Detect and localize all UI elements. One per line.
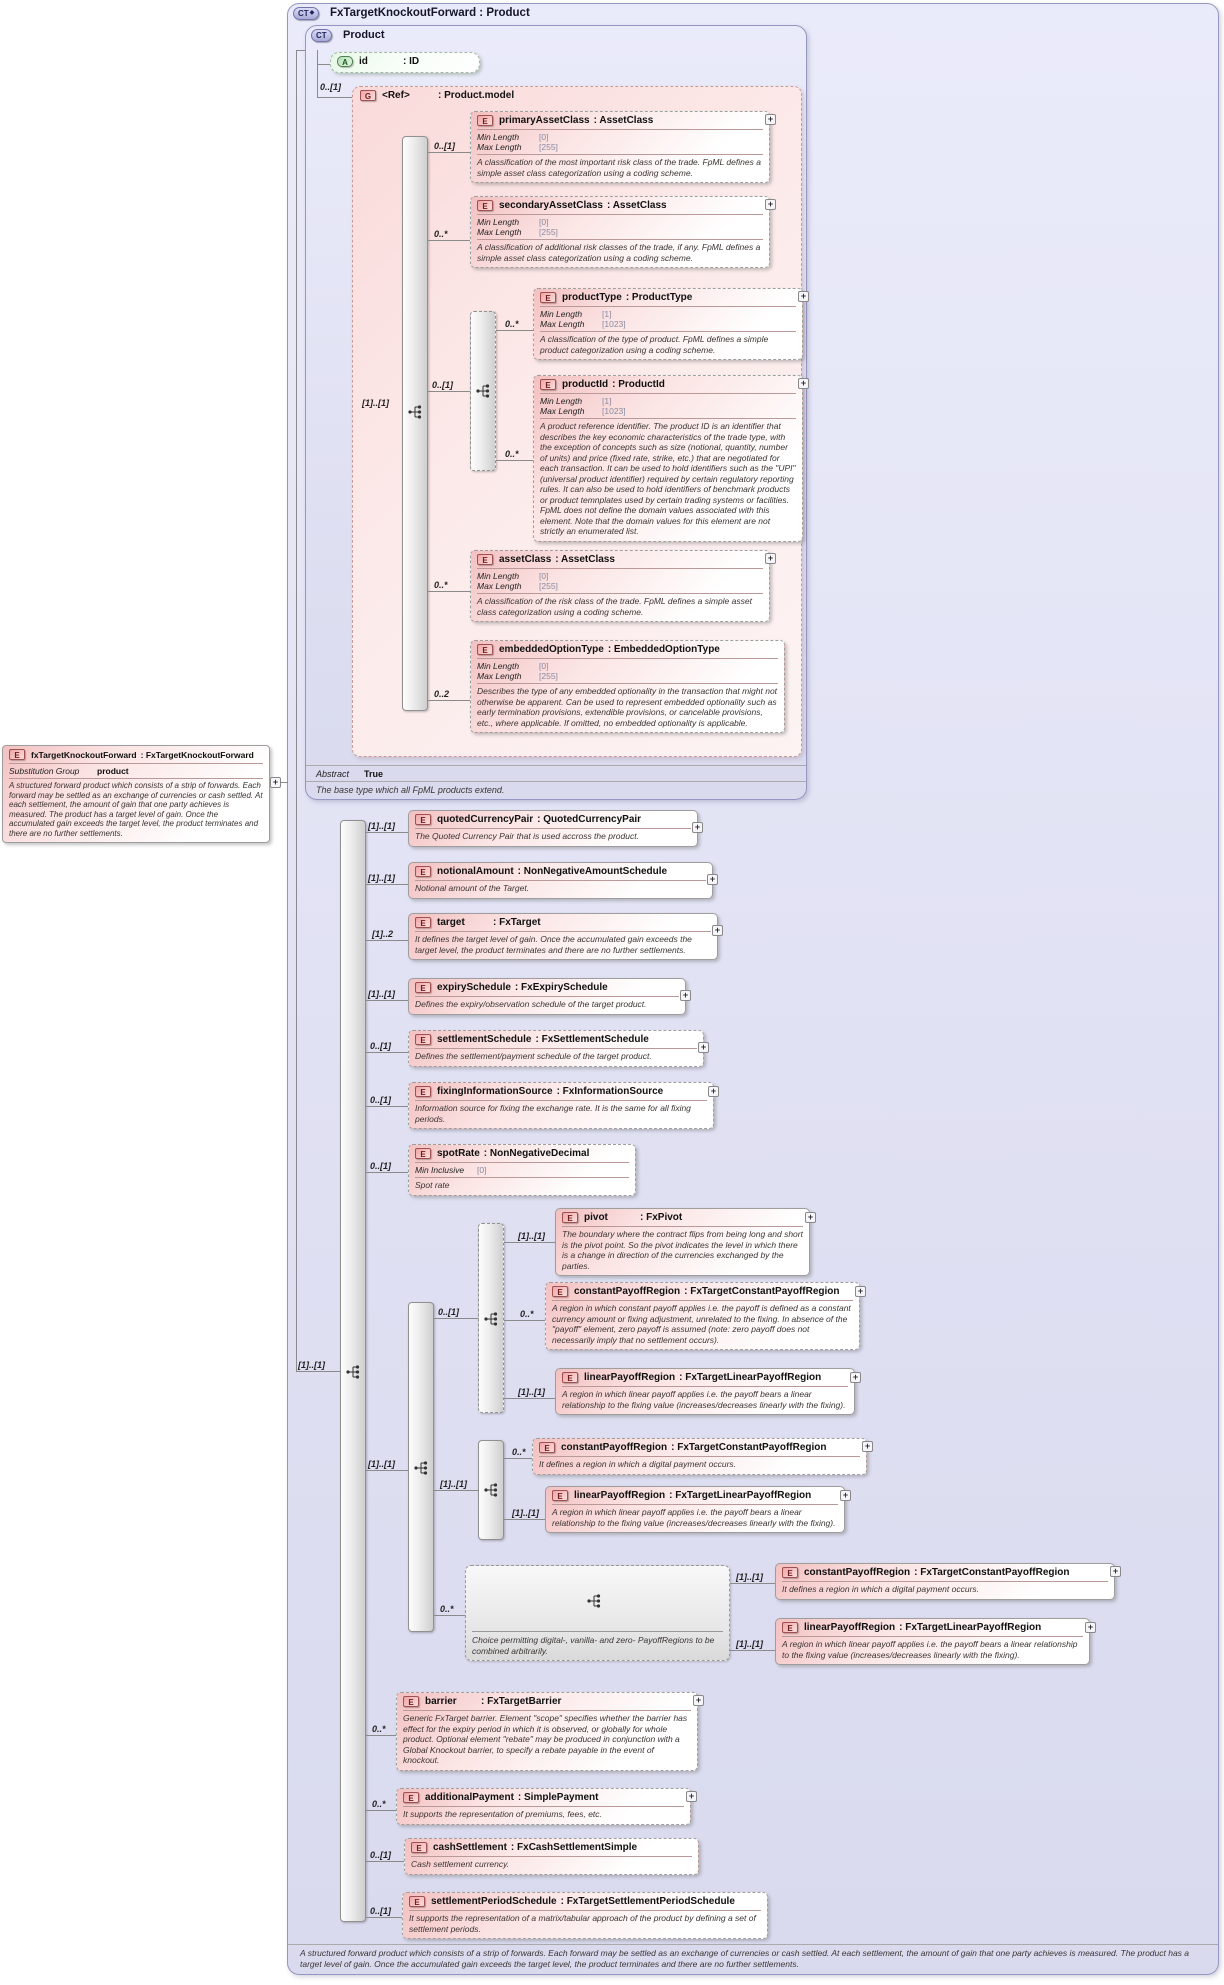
attribute-name: id bbox=[359, 56, 368, 67]
element-type: : FxPivot bbox=[640, 1212, 683, 1223]
element-name: embeddedOptionType bbox=[499, 644, 604, 655]
expand-icon[interactable]: + bbox=[698, 1042, 709, 1053]
element-name: constantPayoffRegion bbox=[804, 1567, 911, 1578]
expand-icon[interactable]: + bbox=[686, 1791, 697, 1802]
element-name: notionalAmount bbox=[437, 866, 514, 877]
element-doc: A structured forward product which consists of a strip of forwards. Each forward may be settled as an exchange of currencies or cash settled. At each settlement, the amount of gain that one party achieves is measured. The product has a target level of gain. Once the accumulated gain exceeds the target level, the product terminates and there are no further settlements. bbox=[9, 778, 263, 838]
expand-icon[interactable]: + bbox=[692, 822, 703, 833]
group-type: : Product.model bbox=[438, 90, 515, 101]
expand-icon[interactable]: + bbox=[270, 777, 281, 788]
element-icon: E bbox=[477, 644, 493, 655]
element-doc: The boundary where the contract flips from being long and short is the pivot point. So the pivot indicates the level in which there is a change in direction of the currencies exchanged by the parties. bbox=[562, 1226, 803, 1271]
element-assetClass[interactable] bbox=[470, 550, 770, 622]
element-doc: Notional amount of the Target. bbox=[415, 880, 706, 894]
cardinality-label: 0..* bbox=[440, 1604, 454, 1614]
element-type: : FxTargetLinearPayoffRegion bbox=[669, 1490, 812, 1501]
cardinality-label: 0..[1] bbox=[370, 1041, 392, 1051]
attribute-type: : ID bbox=[403, 56, 420, 67]
choice-icon bbox=[587, 1593, 601, 1609]
expand-icon[interactable]: + bbox=[765, 199, 776, 210]
connector-line bbox=[366, 1810, 396, 1811]
sequence-icon bbox=[484, 1311, 498, 1327]
element-name: constantPayoffRegion bbox=[561, 1442, 668, 1453]
element-icon: E bbox=[477, 554, 493, 565]
expand-icon[interactable]: + bbox=[707, 874, 718, 885]
element-target[interactable] bbox=[408, 913, 718, 960]
element-doc: Describes the type of any embedded optionality in the transaction that might not otherwise be apparent. Can be used to represent embedded optionality such as early termination provisions, extendible provisions, or cancelable provisions, etc., where applicable. If omitted, no embedded optionality is applicable. bbox=[477, 683, 778, 728]
element-type: : FxTargetConstantPayoffRegion bbox=[684, 1286, 840, 1297]
connector-line bbox=[366, 940, 408, 941]
element-type: : FxTargetKnockoutForward bbox=[140, 749, 254, 760]
facet-list: Min Length [1] Max Length [1023] bbox=[540, 306, 796, 330]
expand-icon[interactable]: + bbox=[798, 291, 809, 302]
element-doc: A region in which linear payoff applies i.e. the payoff bears a linear relationship to the fixing value (increases/decreases linearly with the fixing). bbox=[552, 1504, 838, 1528]
connector-line bbox=[504, 1398, 555, 1399]
element-type: : FxTargetConstantPayoffRegion bbox=[671, 1442, 827, 1453]
facet-list: Min Length [0] Max Length [255] bbox=[477, 214, 763, 238]
cardinality-label: 0..[1] bbox=[438, 1307, 460, 1317]
element-type: : FxSettlementSchedule bbox=[535, 1034, 649, 1045]
element-doc: A product reference identifier. The product ID is an identifier that describes the key economic characteristics of the trade type, with the exception of concepts such as size (notional, quantity, number of units) and price (fixed rate, strike, etc.) that are negotiated for each transaction. It can be used to hold identifiers such as the "UPI" (universal product identifier) required by certain regulatory reporting rules. It can also be used to hold identifiers of benchmark products or product temnplates used by certain trading systems or facilities. FpML does not define the domain values associated with this element. Note that the domain values for this element are not strictly an enumerated list. bbox=[540, 418, 796, 537]
element-name: spotRate bbox=[437, 1148, 480, 1159]
connector-line bbox=[296, 50, 297, 1371]
expand-icon[interactable]: + bbox=[805, 1212, 816, 1223]
cardinality-label: 0..* bbox=[505, 449, 519, 459]
element-icon: E bbox=[552, 1286, 568, 1297]
cardinality-label: 0..[1] bbox=[320, 82, 342, 92]
abstract-value: True bbox=[364, 769, 384, 779]
element-icon: E bbox=[415, 1086, 431, 1097]
element-icon: E bbox=[415, 814, 431, 825]
element-type: : FxInformationSource bbox=[556, 1086, 664, 1097]
cardinality-label: [1]..2 bbox=[372, 929, 394, 939]
facet-list: Min Length [0] Max Length [255] bbox=[477, 658, 778, 682]
cardinality-label: [1]..[1] bbox=[368, 989, 395, 999]
element-type: : FxTargetConstantPayoffRegion bbox=[914, 1567, 1070, 1578]
attribute-icon: A bbox=[337, 56, 353, 67]
expand-icon[interactable]: + bbox=[708, 1086, 719, 1097]
expand-icon[interactable]: + bbox=[1085, 1622, 1096, 1633]
facet-list: Min Inclusive [0] bbox=[415, 1162, 629, 1176]
expand-icon[interactable]: + bbox=[712, 925, 723, 936]
element-name: quotedCurrencyPair bbox=[437, 814, 534, 825]
expand-icon[interactable]: + bbox=[840, 1490, 851, 1501]
element-icon: E bbox=[9, 749, 25, 760]
cardinality-label: [1]..[1] bbox=[362, 398, 389, 408]
element-doc: A classification of the type of product. FpML defines a simple product categorization using a coding scheme. bbox=[540, 331, 796, 355]
element-name: linearPayoffRegion bbox=[584, 1372, 676, 1383]
element-icon: E bbox=[477, 200, 493, 211]
element-doc: Cash settlement currency. bbox=[411, 1856, 692, 1870]
cardinality-label: 0..[1] bbox=[370, 1161, 392, 1171]
element-doc: It supports the representation of a matrix/tabular approach of the product by defining a set of settlement periods. bbox=[409, 1910, 761, 1934]
element-name: primaryAssetClass bbox=[499, 115, 590, 126]
cardinality-label: 0..[1] bbox=[432, 380, 454, 390]
element-icon: E bbox=[415, 1148, 431, 1159]
group-icon: G bbox=[360, 90, 376, 101]
global-element-fxTargetKnockoutForward[interactable] bbox=[2, 745, 270, 843]
expand-icon[interactable]: + bbox=[862, 1441, 873, 1452]
page-title: FxTargetKnockoutForward : Product bbox=[330, 7, 530, 19]
connector-line bbox=[434, 1615, 465, 1616]
cardinality-label: [1]..[1] bbox=[512, 1508, 539, 1518]
element-name: linearPayoffRegion bbox=[804, 1622, 896, 1633]
element-type: : AssetClass bbox=[555, 554, 615, 565]
sequence-icon bbox=[408, 404, 422, 420]
element-type: : NonNegativeAmountSchedule bbox=[517, 866, 668, 877]
complextype-plus-icon bbox=[293, 7, 319, 20]
element-icon: E bbox=[403, 1696, 419, 1707]
element-doc: Spot rate bbox=[415, 1177, 629, 1191]
element-additionalPayment[interactable] bbox=[396, 1788, 691, 1825]
connector-line bbox=[296, 50, 305, 51]
element-name: additionalPayment bbox=[425, 1792, 514, 1803]
element-linearPayoffRegion-2[interactable] bbox=[545, 1486, 845, 1533]
connector-line bbox=[504, 1458, 532, 1459]
element-barrier[interactable] bbox=[396, 1692, 698, 1771]
element-primaryAssetClass[interactable] bbox=[470, 111, 770, 183]
element-settlementSchedule[interactable] bbox=[408, 1030, 704, 1067]
element-icon: E bbox=[552, 1490, 568, 1501]
connector-line bbox=[366, 1172, 408, 1173]
element-name: fixingInformationSource bbox=[437, 1086, 553, 1097]
element-productId[interactable] bbox=[533, 375, 803, 542]
element-linearPayoffRegion-3[interactable] bbox=[775, 1618, 1090, 1665]
divider bbox=[306, 781, 806, 782]
element-name: expirySchedule bbox=[437, 982, 511, 993]
element-cashSettlement[interactable] bbox=[404, 1838, 699, 1875]
element-doc: A region in which linear payoff applies i.e. the payoff bears a linear relationship to the fixing value (increases/decreases linearly with the fixing). bbox=[782, 1636, 1083, 1660]
element-type: : FxExpirySchedule bbox=[514, 982, 608, 993]
element-icon: E bbox=[562, 1372, 578, 1383]
connector-line bbox=[366, 1735, 396, 1736]
cardinality-label: [1]..[1] bbox=[518, 1231, 545, 1241]
element-icon: E bbox=[415, 917, 431, 928]
expand-icon[interactable]: + bbox=[680, 990, 691, 1001]
element-name: constantPayoffRegion bbox=[574, 1286, 681, 1297]
cardinality-label: [1]..[1] bbox=[736, 1572, 763, 1582]
element-linearPayoffRegion-1[interactable] bbox=[555, 1368, 855, 1415]
element-icon: E bbox=[415, 866, 431, 877]
element-icon: E bbox=[540, 379, 556, 390]
cardinality-label: 0..* bbox=[372, 1799, 386, 1809]
ct-icon-label: CT bbox=[316, 31, 327, 40]
element-constantPayoffRegion-3[interactable] bbox=[775, 1563, 1115, 1600]
connector-line bbox=[366, 1917, 402, 1918]
connector-line bbox=[428, 391, 470, 392]
product-title: Product bbox=[343, 29, 385, 41]
connector-line bbox=[366, 1470, 408, 1471]
element-notionalAmount[interactable] bbox=[408, 862, 713, 899]
element-icon: E bbox=[562, 1212, 578, 1223]
connector-line bbox=[428, 240, 470, 241]
element-doc: It defines a region in which a digital payment occurs. bbox=[782, 1581, 1108, 1595]
element-embeddedOptionType[interactable] bbox=[470, 640, 785, 733]
element-doc: A classification of additional risk classes of the trade, if any. FpML defines a simple asset class categorization using a coding scheme. bbox=[477, 239, 763, 263]
element-name: pivot bbox=[584, 1212, 608, 1223]
cardinality-label: 0..* bbox=[434, 229, 448, 239]
connector-line bbox=[366, 1052, 408, 1053]
connector-line bbox=[366, 1861, 404, 1862]
connector-line bbox=[428, 591, 470, 592]
connector-line bbox=[434, 1490, 478, 1491]
cardinality-label: 0..[1] bbox=[370, 1850, 392, 1860]
element-settlementPeriodSchedule[interactable] bbox=[402, 1892, 768, 1939]
connector-line bbox=[504, 1320, 545, 1321]
element-icon: E bbox=[415, 1034, 431, 1045]
element-icon: E bbox=[782, 1622, 798, 1633]
element-fixingInformationSource[interactable] bbox=[408, 1082, 714, 1129]
connector-line bbox=[281, 782, 288, 783]
expand-icon[interactable]: + bbox=[765, 114, 776, 125]
element-secondaryAssetClass[interactable] bbox=[470, 196, 770, 268]
attribute-id[interactable] bbox=[330, 52, 480, 73]
element-name: settlementSchedule bbox=[437, 1034, 532, 1045]
element-pivot[interactable] bbox=[555, 1208, 810, 1276]
facet-list: Min Length [0] Max Length [255] bbox=[477, 129, 763, 153]
connector-line bbox=[366, 832, 408, 833]
connector-line bbox=[504, 1519, 545, 1520]
element-icon: E bbox=[539, 1442, 555, 1453]
element-doc: It defines a region in which a digital payment occurs. bbox=[539, 1456, 860, 1470]
cardinality-label: [1]..[1] bbox=[440, 1479, 467, 1489]
group-name: <Ref> bbox=[382, 90, 410, 101]
element-name: target bbox=[437, 917, 465, 928]
element-icon: E bbox=[477, 115, 493, 126]
connector-line bbox=[296, 1371, 340, 1372]
connector-line bbox=[317, 64, 330, 65]
connector-line bbox=[496, 330, 533, 331]
diamond-icon: ◆ bbox=[309, 10, 315, 16]
element-type: : ProductId bbox=[612, 379, 665, 390]
element-icon: E bbox=[403, 1792, 419, 1803]
element-doc: A region in which constant payoff applies i.e. the payoff is defined as a constant currency amount or fixing adjustment, unrelated to the fixing. In absence of the "payoff" element, zero payoff is assumed (note: zero payoff does not necessarily imply that no settlement occurs). bbox=[552, 1300, 853, 1345]
element-type: : EmbeddedOptionType bbox=[607, 644, 720, 655]
element-type: : FxTargetBarrier bbox=[481, 1696, 562, 1707]
element-type: : AssetClass bbox=[606, 200, 667, 211]
connector-line bbox=[730, 1583, 775, 1584]
element-spotRate[interactable] bbox=[408, 1144, 636, 1196]
element-type: : FxTarget bbox=[493, 917, 541, 928]
connector-line bbox=[366, 884, 408, 885]
divider bbox=[306, 765, 806, 766]
connector-line bbox=[428, 700, 470, 701]
element-type: : AssetClass bbox=[593, 115, 654, 126]
expand-icon[interactable]: + bbox=[693, 1695, 704, 1706]
element-doc: The Quoted Currency Pair that is used accross the product. bbox=[415, 828, 691, 842]
expand-icon[interactable]: + bbox=[1110, 1566, 1121, 1577]
element-name: settlementPeriodSchedule bbox=[431, 1896, 557, 1907]
connector-line bbox=[317, 97, 352, 98]
element-doc: It defines the target level of gain. Once the accumulated gain exceeds the target level, the product terminates and there are no further settlements. bbox=[415, 931, 711, 955]
cardinality-label: [1]..[1] bbox=[736, 1639, 763, 1649]
choice-group-doc: Choice permitting digital-, vanilla- and zero- PayoffRegions to be combined arbitrarily. bbox=[472, 1631, 723, 1656]
connector-line bbox=[496, 460, 533, 461]
element-type: : NonNegativeDecimal bbox=[483, 1148, 590, 1159]
divider bbox=[288, 1944, 1218, 1945]
element-doc: A region in which linear payoff applies i.e. the payoff bears a linear relationship to the fixing value (increases/decreases linearly with the fixing). bbox=[562, 1386, 848, 1410]
element-icon: E bbox=[411, 1842, 427, 1853]
element-name: cashSettlement bbox=[433, 1842, 507, 1853]
cardinality-label: 0..[1] bbox=[370, 1095, 392, 1105]
facet-list: Min Length [0] Max Length [255] bbox=[477, 568, 763, 592]
cardinality-label: [1]..[1] bbox=[368, 821, 395, 831]
element-quotedCurrencyPair[interactable] bbox=[408, 810, 698, 847]
cardinality-label: 0..[1] bbox=[434, 141, 456, 151]
element-doc: A classification of the most important risk class of the trade. FpML defines a simple asset class categorization using a coding scheme. bbox=[477, 154, 763, 178]
cardinality-label: 0..* bbox=[434, 580, 448, 590]
connector-line bbox=[317, 50, 318, 97]
element-type: : QuotedCurrencyPair bbox=[537, 814, 642, 825]
sequence-bar[interactable] bbox=[402, 136, 428, 711]
expand-icon[interactable]: + bbox=[798, 378, 809, 389]
element-doc: Defines the settlement/payment schedule of the target product. bbox=[415, 1048, 697, 1062]
substitution-group-value[interactable]: product bbox=[97, 766, 129, 776]
cardinality-label: 0..* bbox=[520, 1309, 534, 1319]
element-constantPayoffRegion-1[interactable] bbox=[545, 1282, 860, 1350]
element-type: : FxCashSettlementSimple bbox=[510, 1842, 638, 1853]
type-doc-footer: A structured forward product which consists of a strip of forwards. Each forward may be settled as an exchange of currencies or cash settled. At each settlement, the amount of gain that one party achieves is measured. The product has a target level of gain. Once the accumulated gain exceeds the target level, the product terminates and there are no further settlements. bbox=[300, 1948, 1190, 1969]
element-type: : FxTargetLinearPayoffRegion bbox=[899, 1622, 1042, 1633]
element-doc: Information source for fixing the exchange rate. It is the same for all fixing periods. bbox=[415, 1100, 707, 1124]
product-doc: The base type which all FpML products extend. bbox=[316, 785, 505, 795]
element-icon: E bbox=[415, 982, 431, 993]
element-name: assetClass bbox=[499, 554, 552, 565]
element-constantPayoffRegion-2[interactable] bbox=[532, 1438, 867, 1475]
cardinality-label: [1]..[1] bbox=[368, 1459, 395, 1469]
sequence-icon bbox=[346, 1364, 360, 1380]
expand-icon[interactable]: + bbox=[850, 1372, 861, 1383]
ct-icon bbox=[311, 29, 332, 42]
connector-line bbox=[428, 152, 470, 153]
element-expirySchedule[interactable] bbox=[408, 978, 686, 1015]
cardinality-label: [1]..[1] bbox=[368, 873, 395, 883]
choice-icon bbox=[476, 383, 490, 399]
ct-icon: CT bbox=[298, 9, 309, 18]
element-icon: E bbox=[409, 1896, 425, 1907]
cardinality-label: 0..* bbox=[505, 319, 519, 329]
element-type: : ProductType bbox=[625, 292, 693, 303]
abstract-label: Abstract bbox=[316, 769, 350, 779]
group-header[interactable] bbox=[360, 90, 514, 101]
element-type: : SimplePayment bbox=[517, 1792, 599, 1803]
element-doc: Defines the expiry/observation schedule of the target product. bbox=[415, 996, 679, 1010]
connector-line bbox=[504, 1242, 555, 1243]
element-name: fxTargetKnockoutForward bbox=[31, 749, 137, 760]
element-type: : FxTargetLinearPayoffRegion bbox=[679, 1372, 822, 1383]
element-name: linearPayoffRegion bbox=[574, 1490, 666, 1501]
element-name: barrier bbox=[425, 1696, 457, 1707]
element-icon: E bbox=[782, 1567, 798, 1578]
element-doc: It supports the representation of premiums, fees, etc. bbox=[403, 1806, 684, 1820]
substitution-group-row: Substitution Group product bbox=[9, 763, 263, 777]
element-type: : FxTargetSettlementPeriodSchedule bbox=[560, 1896, 735, 1907]
connector-line bbox=[730, 1650, 775, 1651]
cardinality-label: 0..* bbox=[512, 1447, 526, 1457]
sequence-icon bbox=[414, 1460, 428, 1476]
expand-icon[interactable]: + bbox=[855, 1286, 866, 1297]
expand-icon[interactable]: + bbox=[765, 553, 776, 564]
element-icon: E bbox=[540, 292, 556, 303]
cardinality-label: 0..2 bbox=[434, 689, 450, 699]
facet-list: Min Length [1] Max Length [1023] bbox=[540, 393, 796, 417]
element-doc: Generic FxTarget barrier. Element "scope" specifies whether the barrier has effect for the expiry period in which it is observed, or globally for whole product. Optional element "rebate" may be produced in conjunction with a Global Knockout barrier, to specify a rebate payable in the event of knockout. bbox=[403, 1710, 691, 1766]
choice-group-box[interactable] bbox=[465, 1565, 730, 1661]
element-doc: A classification of the risk class of the trade. FpML defines a simple asset class categorization using a coding scheme. bbox=[477, 593, 763, 617]
connector-line bbox=[366, 1106, 408, 1107]
connector-line bbox=[366, 1000, 408, 1001]
cardinality-label: 0..[1] bbox=[370, 1906, 392, 1916]
element-name: productId bbox=[562, 379, 609, 390]
element-name: secondaryAssetClass bbox=[499, 200, 603, 211]
sequence-icon bbox=[484, 1482, 498, 1498]
cardinality-label: [1]..[1] bbox=[518, 1387, 545, 1397]
cardinality-label: 0..* bbox=[372, 1724, 386, 1734]
connector-line bbox=[434, 1318, 478, 1319]
element-name: productType bbox=[562, 292, 622, 303]
cardinality-label: [1]..[1] bbox=[298, 1360, 325, 1370]
element-productType[interactable] bbox=[533, 288, 803, 360]
